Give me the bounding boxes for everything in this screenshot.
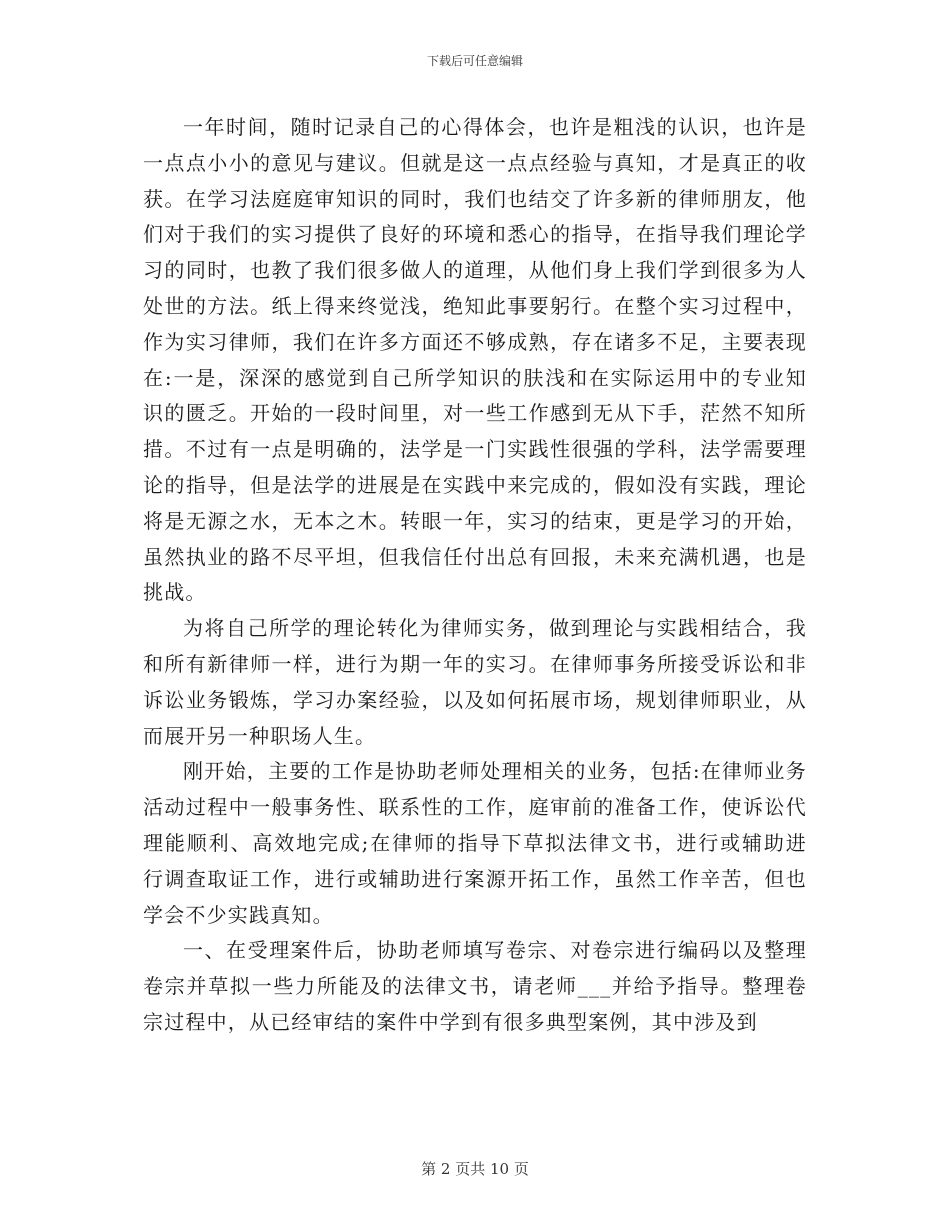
document-body	[143, 110, 807, 1041]
paragraph-4: 一、在受理案件后，协助老师填写卷宗、对卷宗进行编码以及整理卷宗并草拟一些力所能及的法律文书，请老师___并给予指导。整理卷宗过程中，从已经审结的案件中学到有很多典型案例，其中涉及到	[143, 938, 807, 1034]
paragraph-1: 一年时间，随时记录自己的心得体会，也许是粗浅的认识，也许是一点点小小的意见与建议。但就是这一点点经验与真知，才是真正的收获。在学习法庭庭审知识的同时，我们也结交了许多新的律师朋友，他们对于我们的实习提供了良好的环境和悉心的指导，在指导我们理论学习的同时，也教了我们很多做人的道理，从他们身上我们学到很多为人处世的方法。纸上得来终觉浅，绝知此事要躬行。在整个实习过程中，作为实习律师，我们在许多方面还不够成熟，存在诸多不足，主要表现在:一是，深深的感觉到自己所学知识的肤浅和在实际运用中的专业知识的匮乏。开始的一段时间里，对一些工作感到无从下手，茫然不知所措。不过有一点是明确的，法学是一门实践性很强的学科，法学需要理论的指导，但是法学的进展是在实践中来完成的，假如没有实践，理论将是无源之水，无本之木。转眼一年，实习的结束，更是学习的开始，虽然执业的路不尽平坦，但我信任付出总有回报，未来充满机遇，也是挑战。	[143, 115, 807, 605]
paragraph-3: 刚开始，主要的工作是协助老师处理相关的业务，包括:在律师业务活动过程中一般事务性、联系性的工作，庭审前的准备工作，使诉讼代理能顺利、高效地完成;在律师的指导下草拟法律文书，进行或辅助进行调查取证工作，进行或辅助进行案源开拓工作，虽然工作辛苦，但也学会不少实践真知。	[143, 759, 807, 927]
paragraph-2: 为将自己所学的理论转化为律师实务，做到理论与实践相结合，我和所有新律师一样，进行为期一年的实习。在律师事务所接受诉讼和非诉讼业务锻炼，学习办案经验，以及如何拓展市场，规划律师职业，从而展开另一种职场人生。	[143, 616, 807, 748]
page-footer: 第 2 页共 10 页	[421, 1160, 529, 1178]
page-header: 下载后可任意编辑	[426, 54, 523, 68]
